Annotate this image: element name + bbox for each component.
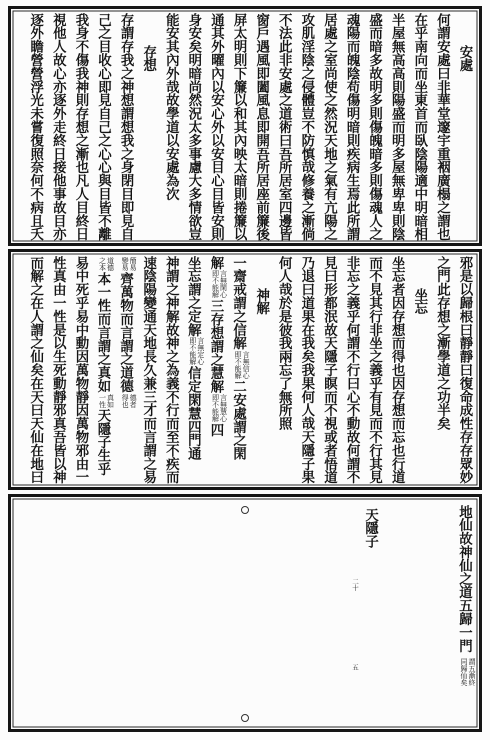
note-line: 一性: [98, 393, 107, 408]
text-column: [386, 13, 409, 242]
text-column: [182, 256, 205, 485]
text-column: [273, 13, 296, 242]
column-text: 而解之在人謂之仙矣在天曰天仙在地曰: [27, 256, 44, 484]
text-column: [408, 13, 431, 242]
binding-hole: [241, 506, 249, 514]
text-column: [69, 13, 92, 242]
interlinear-note: [234, 351, 250, 379]
text-column: [386, 256, 409, 485]
note-line: 變易: [121, 257, 130, 271]
note-line: 言無慧心: [219, 394, 228, 423]
column-text: 己之目收心即見自己之心心與目皆不離: [95, 13, 112, 241]
note-line: 言無信心: [242, 350, 251, 379]
binding-hole: [241, 714, 249, 722]
folio-mark: 五: [351, 664, 359, 671]
section-heading: 存想: [140, 45, 157, 72]
column-text: 見曰形都泯故天隱子瞑而不視或者悟道: [321, 256, 338, 484]
column-text: 坐忘謂之定解: [185, 256, 202, 337]
column-text: 易中死乎易中動因萬物靜因萬物邪由一: [72, 256, 89, 484]
column-text: 乃退曰道果在我矣我果何人哉天隱子果: [298, 256, 315, 484]
middle-text-columns: [24, 256, 476, 485]
closing-column: [453, 505, 476, 725]
note-line: 即不能解: [211, 270, 220, 299]
column-text: 之門此存想之漸學道之功半矣: [434, 256, 451, 431]
column-text: 速陰陽變通天地長久兼三才而言謂之易: [140, 256, 157, 484]
text-column: [227, 256, 250, 485]
column-text: 二安處謂之閑: [230, 379, 247, 461]
text-column: [160, 256, 183, 485]
text-column: [273, 256, 296, 485]
note-line: 真如: [106, 393, 115, 408]
column-text: 地仙故神仙之道五歸一門: [456, 505, 473, 653]
column-text: 通其外曜內以安心外以安目心目皆安則: [208, 13, 225, 241]
column-text: 一齋戒謂之信解: [230, 256, 247, 350]
interlinear-note: [121, 257, 137, 271]
column-text: 視他人故心亦逐外走終日接他事故目亦: [50, 13, 67, 241]
text-column: [318, 256, 341, 485]
text-column: [340, 256, 363, 485]
note-line: 言無閑心: [219, 270, 228, 299]
column-text: 信定閑慧四門通: [185, 366, 202, 461]
text-column: [363, 256, 386, 485]
note-line: 得也: [121, 393, 130, 408]
interlinear-note: [121, 394, 137, 408]
lower-panel: [8, 494, 482, 732]
text-column: [431, 256, 454, 485]
column-text: 何謂安處曰非華堂邃宇重裀廣榻之謂也: [434, 13, 451, 241]
interlinear-note: [211, 270, 227, 298]
text-column: [92, 13, 115, 242]
column-text: 攻肌淫陰之侵體豈不防慎哉修養之漸倘: [298, 13, 315, 241]
note-line: 謂五漸終: [467, 658, 476, 687]
column-text: 半屋無高高則陽盛而明多屋無卑卑則陰: [389, 13, 406, 241]
text-column: [115, 256, 138, 485]
interlinear-note: [99, 394, 115, 408]
column-text: 能安其內外哉故學道以安處為次: [163, 13, 180, 201]
column-text: 非忘之義乎何謂不行曰心不動故何謂不: [344, 256, 361, 484]
text-column: [295, 256, 318, 485]
text-column: [205, 256, 228, 485]
text-column: [318, 13, 341, 242]
text-column: [205, 13, 228, 242]
text-column: [47, 256, 70, 485]
note-line: 同歸仙矣: [459, 658, 468, 687]
column-text: 魂陽而魄陰苟傷明暗則疾病生焉此所謂: [344, 13, 361, 241]
column-text: 四: [207, 423, 224, 437]
column-text: 身安矣明暗尚然況太多事慮大多情欲豈: [185, 13, 202, 241]
column-text: 齊萬物而言謂之道德: [117, 272, 134, 393]
column-text: 居處之室尚使之然況天地之氣有亢陽之: [321, 13, 338, 241]
text-column: [250, 13, 273, 242]
text-column: [137, 256, 160, 485]
column-text: 而不見其行非坐之義乎有見而不行其見: [366, 256, 383, 484]
note-line: 簡易: [129, 257, 138, 271]
text-column: [363, 13, 386, 242]
column-text: 屏太明則下簾以和其內映太暗則捲簾以: [231, 13, 248, 241]
section-heading: 坐忘: [411, 288, 428, 315]
column-text: 存謂存我之神想謂想我之身閉目即見自: [118, 13, 135, 241]
column-text: 本一性而言謂之真如: [95, 272, 111, 393]
interlinear-note: [211, 394, 227, 422]
column-text: 逐外瞻營營浮光未嘗復照奈何不病且夭: [27, 13, 44, 241]
section-heading: 安處: [457, 45, 473, 72]
folio-mark: 二十: [351, 578, 359, 591]
note-line: 即不能解: [188, 337, 197, 366]
text-column: [92, 256, 115, 485]
column-text: 在乎南向而坐東首而臥陰陽適中明暗相: [411, 13, 428, 241]
column-text: 不法此非安處之道術曰吾所居室四邊皆: [276, 13, 293, 241]
text-column: [24, 256, 47, 485]
note-line: 即不能解: [234, 350, 243, 379]
column-text: 何人哉於是彼我兩忘了無所照: [276, 256, 293, 431]
text-column: [295, 13, 318, 242]
text-column: [227, 13, 250, 242]
book-title: 天隱子: [362, 508, 379, 549]
upper-text-columns: [24, 13, 476, 242]
note-line: 即不能解: [211, 394, 220, 423]
interlinear-note: [99, 257, 115, 271]
note-line: 之本: [98, 257, 107, 271]
column-text: 盛而暗多故明多則傷魄暗多則傷魂人之: [366, 13, 383, 241]
column-text: 性真由一性是以生死動靜邪真吾皆以神: [50, 256, 67, 484]
section-heading: 神解: [253, 288, 270, 315]
note-line: 言無定心: [196, 337, 205, 366]
column-text: 解: [207, 256, 224, 270]
column-text: 三存想謂之慧解: [207, 299, 224, 394]
note-line: 德者: [129, 393, 138, 408]
text-column: [115, 13, 138, 242]
column-text: 天隱子生乎: [95, 408, 111, 476]
text-column: [69, 256, 92, 485]
interlinear-note: [189, 337, 205, 365]
text-column: [160, 13, 183, 242]
text-column: [340, 13, 363, 242]
column-text: 邪是以歸根曰靜靜曰復命成性存存眾妙: [457, 256, 473, 484]
text-column: [431, 13, 454, 242]
column-text: 神謂之神解故神之為義不行而至不疾而: [163, 256, 180, 484]
text-column: [24, 13, 47, 242]
text-column: [453, 256, 476, 485]
interlinear-note: [460, 658, 476, 686]
column-text: 我身不傷我神則存想之漸也凡人目終日: [72, 13, 89, 241]
note-line: 道德: [106, 257, 115, 271]
text-column: [47, 13, 70, 242]
column-text: 窗戶遇風即闔風息即開吾所居座前簾後: [253, 13, 270, 241]
text-column: [182, 13, 205, 242]
column-text: 坐忘者因存想而得也因存想而忘也行道: [389, 256, 406, 484]
